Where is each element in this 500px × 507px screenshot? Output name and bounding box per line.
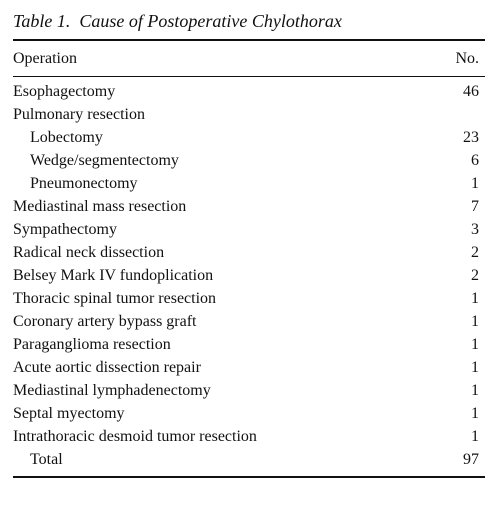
operation-cell: Intrathoracic desmoid tumor resection xyxy=(13,428,257,445)
operation-cell: Acute aortic dissection repair xyxy=(13,359,201,376)
operation-cell: Wedge/segmentectomy xyxy=(30,152,179,169)
operation-cell: Septal myectomy xyxy=(13,405,125,422)
count-cell: 1 xyxy=(471,428,479,445)
count-cell: 1 xyxy=(471,382,479,399)
table-row xyxy=(13,241,485,264)
operation-cell: Mediastinal lymphadenectomy xyxy=(13,382,211,399)
table-body xyxy=(13,80,485,471)
header-rule xyxy=(13,76,485,77)
operation-column-header: Operation xyxy=(13,50,77,67)
table-row xyxy=(13,425,485,448)
table-row xyxy=(13,103,485,126)
table-row xyxy=(13,402,485,425)
chylothorax-table xyxy=(13,6,485,478)
operation-cell: Pneumonectomy xyxy=(30,175,138,192)
operation-cell: Belsey Mark IV fundoplication xyxy=(13,267,214,284)
operation-cell: Sympathectomy xyxy=(13,221,117,238)
table-row xyxy=(13,287,485,310)
operation-cell: Esophagectomy xyxy=(13,83,116,100)
table-row xyxy=(13,126,485,149)
count-cell: 1 xyxy=(471,290,479,307)
operation-cell: Coronary artery bypass graft xyxy=(13,313,197,330)
table-row xyxy=(13,195,485,218)
count-cell: 2 xyxy=(471,267,479,284)
table-row xyxy=(13,356,485,379)
table-caption xyxy=(13,6,485,36)
count-cell: 97 xyxy=(463,451,479,468)
operation-cell: Mediastinal mass resection xyxy=(13,198,187,215)
operation-cell: Radical neck dissection xyxy=(13,244,165,261)
count-cell: 2 xyxy=(471,244,479,261)
count-cell: 1 xyxy=(471,175,479,192)
table-caption-label: Table 1. xyxy=(13,11,71,31)
count-cell: 1 xyxy=(471,359,479,376)
count-cell: 1 xyxy=(471,405,479,422)
table-header-row xyxy=(13,41,485,76)
count-cell: 1 xyxy=(471,313,479,330)
operation-cell: Thoracic spinal tumor resection xyxy=(13,290,217,307)
count-cell: 6 xyxy=(471,152,479,169)
operation-cell: Lobectomy xyxy=(30,129,103,146)
table-row xyxy=(13,149,485,172)
count-column-header: No. xyxy=(455,50,479,67)
table-row xyxy=(13,310,485,333)
table-row xyxy=(13,218,485,241)
count-cell: 7 xyxy=(471,198,479,215)
table-row xyxy=(13,333,485,356)
table-row xyxy=(13,448,485,471)
table-row xyxy=(13,379,485,402)
table-row xyxy=(13,264,485,287)
operation-cell: Pulmonary resection xyxy=(13,106,145,123)
count-cell: 46 xyxy=(463,83,479,100)
operation-cell: Paraganglioma resection xyxy=(13,336,171,353)
bottom-rule xyxy=(13,476,485,478)
table-row xyxy=(13,80,485,103)
count-cell: 3 xyxy=(471,221,479,238)
table-caption-title: Cause of Postoperative Chylothorax xyxy=(79,11,342,31)
count-cell: 23 xyxy=(463,129,479,146)
count-cell: 1 xyxy=(471,336,479,353)
table-row xyxy=(13,172,485,195)
operation-cell: Total xyxy=(30,451,63,468)
